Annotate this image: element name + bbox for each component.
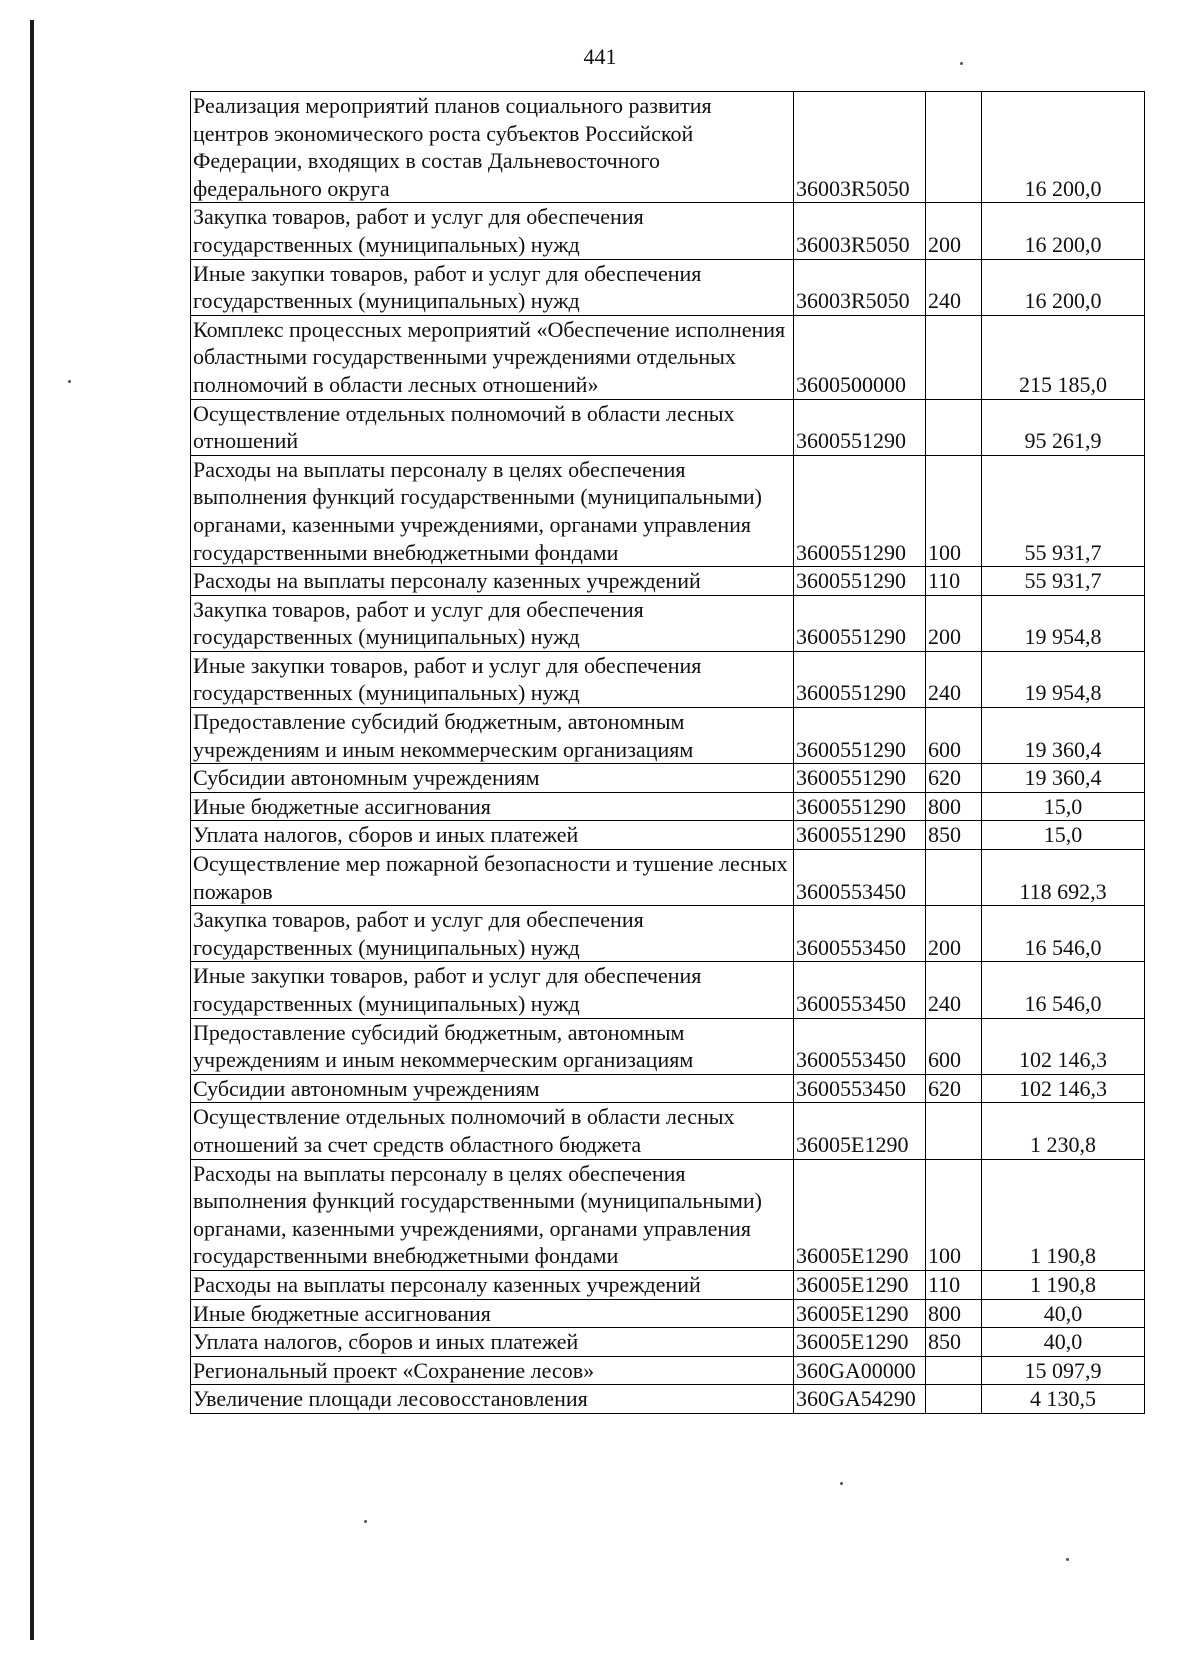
row-type-cell — [926, 850, 982, 906]
row-sum-cell: 55 931,7 — [982, 567, 1145, 596]
row-type-cell — [926, 92, 982, 203]
table-row — [191, 1159, 1145, 1270]
row-name-cell: Осуществление отдельных полномочий в области лесных отношений — [191, 399, 794, 455]
row-type-cell: 110 — [926, 1270, 982, 1299]
row-code-cell: 3600553450 — [794, 962, 926, 1018]
row-code-cell: 3600551290 — [794, 821, 926, 850]
row-sum-cell: 4 130,5 — [982, 1385, 1145, 1414]
table-row — [191, 906, 1145, 962]
row-name-cell: Иные бюджетные ассигнования — [191, 1299, 794, 1328]
row-name-cell: Субсидии автономным учреждениям — [191, 764, 794, 793]
row-code-cell: 3600551290 — [794, 595, 926, 651]
row-sum-cell: 15,0 — [982, 821, 1145, 850]
row-type-cell — [926, 399, 982, 455]
row-name-cell: Иные бюджетные ассигнования — [191, 792, 794, 821]
row-type-cell — [926, 1356, 982, 1385]
row-code-cell: 36005Е1290 — [794, 1270, 926, 1299]
row-code-cell: 3600551290 — [794, 455, 926, 566]
table-row — [191, 1328, 1145, 1357]
table-row — [191, 203, 1145, 259]
row-type-cell — [926, 315, 982, 399]
row-type-cell: 200 — [926, 906, 982, 962]
row-code-cell: 3600500000 — [794, 315, 926, 399]
row-sum-cell: 215 185,0 — [982, 315, 1145, 399]
row-sum-cell: 1 190,8 — [982, 1159, 1145, 1270]
row-name-cell: Расходы на выплаты персоналу в целях обеспечения выполнения функций государственными (муниципальными) органами, казенными учреждениями, органами управления государственными внебюджетными фондами — [191, 1159, 794, 1270]
row-code-cell: 36003R5050 — [794, 259, 926, 315]
row-name-cell: Субсидии автономным учреждениям — [191, 1074, 794, 1103]
table-row — [191, 962, 1145, 1018]
row-name-cell: Расходы на выплаты персоналу в целях обеспечения выполнения функций государственными (муниципальными) органами, казенными учреждениями, органами управления государственными внебюджетными фондами — [191, 455, 794, 566]
table-row — [191, 1270, 1145, 1299]
row-sum-cell: 55 931,7 — [982, 455, 1145, 566]
row-sum-cell: 15 097,9 — [982, 1356, 1145, 1385]
table-row — [191, 708, 1145, 764]
row-name-cell: Уплата налогов, сборов и иных платежей — [191, 1328, 794, 1357]
row-name-cell: Иные закупки товаров, работ и услуг для обеспечения государственных (муниципальных) нужд — [191, 962, 794, 1018]
row-sum-cell: 19 954,8 — [982, 595, 1145, 651]
row-sum-cell: 118 692,3 — [982, 850, 1145, 906]
table-row — [191, 259, 1145, 315]
row-name-cell: Расходы на выплаты персоналу казенных учреждений — [191, 1270, 794, 1299]
row-sum-cell: 1 190,8 — [982, 1270, 1145, 1299]
row-type-cell: 620 — [926, 1074, 982, 1103]
row-code-cell: 36003R5050 — [794, 203, 926, 259]
row-type-cell: 100 — [926, 455, 982, 566]
row-sum-cell: 16 200,0 — [982, 203, 1145, 259]
row-sum-cell: 15,0 — [982, 792, 1145, 821]
row-type-cell: 110 — [926, 567, 982, 596]
table-row — [191, 1356, 1145, 1385]
row-code-cell: 3600551290 — [794, 651, 926, 707]
row-code-cell: 36005Е1290 — [794, 1299, 926, 1328]
table-row — [191, 821, 1145, 850]
row-name-cell: Комплекс процессных мероприятий «Обеспечение исполнения областными государственными учреждениями отдельных полномочий в области лесных отношений» — [191, 315, 794, 399]
scan-speck — [1066, 1558, 1069, 1561]
row-name-cell: Уплата налогов, сборов и иных платежей — [191, 821, 794, 850]
row-sum-cell: 19 954,8 — [982, 651, 1145, 707]
row-name-cell: Реализация мероприятий планов социального развития центров экономического роста субъектов Российской Федерации, входящих в состав Дальневосточного федерального округа — [191, 92, 794, 203]
row-type-cell: 100 — [926, 1159, 982, 1270]
row-sum-cell: 19 360,4 — [982, 708, 1145, 764]
row-sum-cell: 16 200,0 — [982, 259, 1145, 315]
row-sum-cell: 1 230,8 — [982, 1103, 1145, 1159]
table-row — [191, 1385, 1145, 1414]
table-row — [191, 399, 1145, 455]
table-row — [191, 567, 1145, 596]
row-sum-cell: 102 146,3 — [982, 1074, 1145, 1103]
row-type-cell: 850 — [926, 821, 982, 850]
scan-speck — [840, 1482, 843, 1485]
row-name-cell: Иные закупки товаров, работ и услуг для обеспечения государственных (муниципальных) нужд — [191, 259, 794, 315]
row-code-cell: 3600551290 — [794, 792, 926, 821]
row-code-cell: 3600553450 — [794, 1018, 926, 1074]
row-code-cell: 3600551290 — [794, 399, 926, 455]
row-name-cell: Предоставление субсидий бюджетным, автономным учреждениям и иным некоммерческим организациям — [191, 708, 794, 764]
table-row — [191, 1074, 1145, 1103]
scan-speck — [364, 1520, 367, 1523]
row-name-cell: Иные закупки товаров, работ и услуг для обеспечения государственных (муниципальных) нужд — [191, 651, 794, 707]
row-code-cell: 3600553450 — [794, 1074, 926, 1103]
row-code-cell: 360GA54290 — [794, 1385, 926, 1414]
table-row — [191, 764, 1145, 793]
row-sum-cell: 16 546,0 — [982, 906, 1145, 962]
row-sum-cell: 102 146,3 — [982, 1018, 1145, 1074]
budget-table — [190, 91, 1145, 1414]
row-code-cell: 360GA00000 — [794, 1356, 926, 1385]
row-type-cell: 800 — [926, 1299, 982, 1328]
row-type-cell: 850 — [926, 1328, 982, 1357]
row-type-cell: 600 — [926, 1018, 982, 1074]
row-sum-cell: 40,0 — [982, 1299, 1145, 1328]
row-sum-cell: 16 546,0 — [982, 962, 1145, 1018]
row-code-cell: 3600551290 — [794, 567, 926, 596]
row-sum-cell: 19 360,4 — [982, 764, 1145, 793]
row-name-cell: Закупка товаров, работ и услуг для обеспечения государственных (муниципальных) нужд — [191, 906, 794, 962]
row-code-cell: 36003R5050 — [794, 92, 926, 203]
table-row — [191, 850, 1145, 906]
table-row — [191, 1299, 1145, 1328]
row-name-cell: Региональный проект «Сохранение лесов» — [191, 1356, 794, 1385]
row-type-cell — [926, 1385, 982, 1414]
row-code-cell: 3600553450 — [794, 850, 926, 906]
row-name-cell: Расходы на выплаты персоналу казенных учреждений — [191, 567, 794, 596]
row-code-cell: 36005Е1290 — [794, 1159, 926, 1270]
row-type-cell: 200 — [926, 595, 982, 651]
table-row — [191, 1103, 1145, 1159]
row-name-cell: Закупка товаров, работ и услуг для обеспечения государственных (муниципальных) нужд — [191, 595, 794, 651]
row-type-cell: 600 — [926, 708, 982, 764]
row-name-cell: Осуществление отдельных полномочий в области лесных отношений за счет средств областного бюджета — [191, 1103, 794, 1159]
row-code-cell: 36005Е1290 — [794, 1103, 926, 1159]
row-type-cell: 240 — [926, 259, 982, 315]
row-name-cell: Предоставление субсидий бюджетным, автономным учреждениям и иным некоммерческим организациям — [191, 1018, 794, 1074]
row-type-cell: 800 — [926, 792, 982, 821]
row-sum-cell: 95 261,9 — [982, 399, 1145, 455]
table-row — [191, 651, 1145, 707]
row-code-cell: 3600551290 — [794, 764, 926, 793]
table-row — [191, 315, 1145, 399]
table-row — [191, 455, 1145, 566]
row-type-cell — [926, 1103, 982, 1159]
table-row — [191, 1018, 1145, 1074]
row-type-cell: 200 — [926, 203, 982, 259]
scan-speck — [68, 380, 71, 383]
scan-left-edge — [30, 20, 34, 1640]
page-number: 441 — [583, 44, 617, 69]
row-type-cell: 240 — [926, 651, 982, 707]
row-code-cell: 3600551290 — [794, 708, 926, 764]
row-name-cell: Осуществление мер пожарной безопасности и тушение лесных пожаров — [191, 850, 794, 906]
row-code-cell: 36005Е1290 — [794, 1328, 926, 1357]
table-row — [191, 595, 1145, 651]
table-row — [191, 92, 1145, 203]
table-row — [191, 792, 1145, 821]
row-name-cell: Увеличение площади лесовосстановления — [191, 1385, 794, 1414]
row-sum-cell: 40,0 — [982, 1328, 1145, 1357]
row-sum-cell: 16 200,0 — [982, 92, 1145, 203]
row-type-cell: 240 — [926, 962, 982, 1018]
row-name-cell: Закупка товаров, работ и услуг для обеспечения государственных (муниципальных) нужд — [191, 203, 794, 259]
row-type-cell: 620 — [926, 764, 982, 793]
row-code-cell: 3600553450 — [794, 906, 926, 962]
